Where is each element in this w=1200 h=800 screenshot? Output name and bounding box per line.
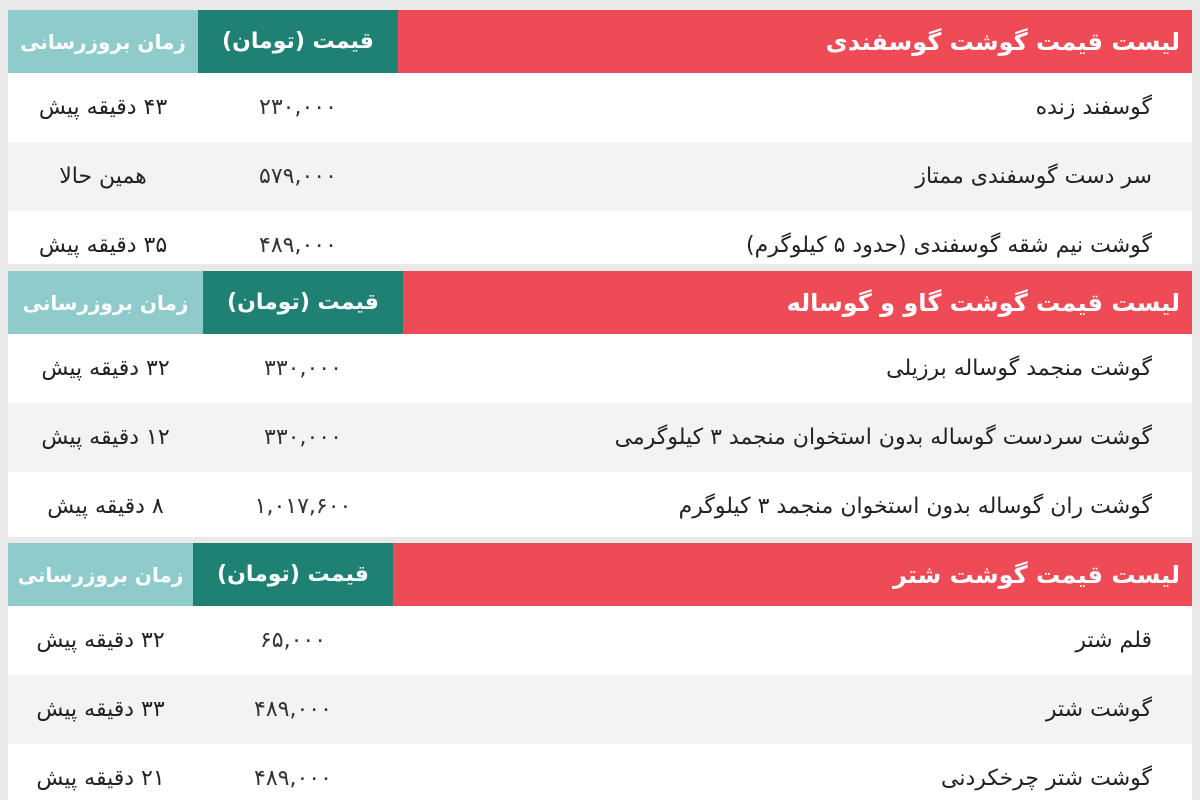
- price-column-header: قیمت (تومان): [198, 10, 398, 73]
- table-row: [8, 142, 1192, 211]
- table-title: لیست قیمت گوشت گاو و گوساله: [403, 271, 1192, 334]
- update-time: ۳۳ دقیقه پیش: [36, 697, 165, 722]
- table-title: لیست قیمت گوشت گوسفندی: [398, 10, 1192, 73]
- table-row: [8, 403, 1192, 472]
- table-row: [8, 744, 1192, 800]
- product-name: قلم شتر: [1075, 628, 1152, 653]
- table-header: [8, 543, 1192, 606]
- table-header: [8, 10, 1192, 73]
- product-price: ۲۳۰,۰۰۰: [259, 95, 337, 120]
- table-row: [8, 606, 1192, 675]
- table-row: [8, 675, 1192, 744]
- update-time-column-header: زمان بروزرسانی: [8, 10, 198, 73]
- update-time-column-header: زمان بروزرسانی: [8, 271, 203, 334]
- product-name: گوشت شتر چرخکردنی: [941, 766, 1152, 791]
- product-price: ۴۸۹,۰۰۰: [254, 766, 332, 791]
- product-price: ۳۳۰,۰۰۰: [264, 425, 342, 450]
- update-time: ۳۲ دقیقه پیش: [41, 356, 170, 381]
- product-price: ۵۷۹,۰۰۰: [259, 164, 337, 189]
- table-row: [8, 211, 1192, 264]
- update-time: همین حالا: [59, 164, 147, 189]
- table-header: [8, 271, 1192, 334]
- update-time-column-header: زمان بروزرسانی: [8, 543, 193, 606]
- table-title: لیست قیمت گوشت شتر: [393, 543, 1192, 606]
- table-row: [8, 73, 1192, 142]
- update-time: ۸ دقیقه پیش: [47, 494, 164, 519]
- product-price: ۱,۰۱۷,۶۰۰: [254, 494, 352, 519]
- camel-meat-price-table: [8, 543, 1192, 800]
- update-time: ۱۲ دقیقه پیش: [41, 425, 170, 450]
- product-name: گوشت نیم شقه گوسفندی (حدود ۵ کیلوگرم): [746, 233, 1152, 258]
- price-column-header: قیمت (تومان): [193, 543, 393, 606]
- update-time: ۲۱ دقیقه پیش: [36, 766, 165, 791]
- update-time: ۴۳ دقیقه پیش: [38, 95, 168, 120]
- sheep-meat-price-table: [8, 10, 1192, 264]
- product-price: ۶۵,۰۰۰: [259, 628, 327, 653]
- product-name: گوشت سردست گوساله بدون استخوان منجمد ۳ کیلوگرمی: [614, 425, 1152, 450]
- product-name: گوشت منجمد گوساله برزیلی: [886, 356, 1152, 381]
- product-price: ۳۳۰,۰۰۰: [264, 356, 342, 381]
- product-price: ۴۸۹,۰۰۰: [254, 697, 332, 722]
- table-row: [8, 334, 1192, 403]
- product-name: گوشت ران گوساله بدون استخوان منجمد ۳ کیلوگرم: [678, 494, 1152, 519]
- update-time: ۳۵ دقیقه پیش: [38, 233, 168, 258]
- table-row: [8, 472, 1192, 537]
- product-name: گوسفند زنده: [1035, 95, 1152, 120]
- product-name: گوشت شتر: [1045, 697, 1152, 722]
- beef-veal-price-table: [8, 271, 1192, 537]
- update-time: ۳۲ دقیقه پیش: [36, 628, 165, 653]
- product-price: ۴۸۹,۰۰۰: [259, 233, 337, 258]
- product-name: سر دست گوسفندی ممتاز: [915, 164, 1152, 189]
- price-column-header: قیمت (تومان): [203, 271, 403, 334]
